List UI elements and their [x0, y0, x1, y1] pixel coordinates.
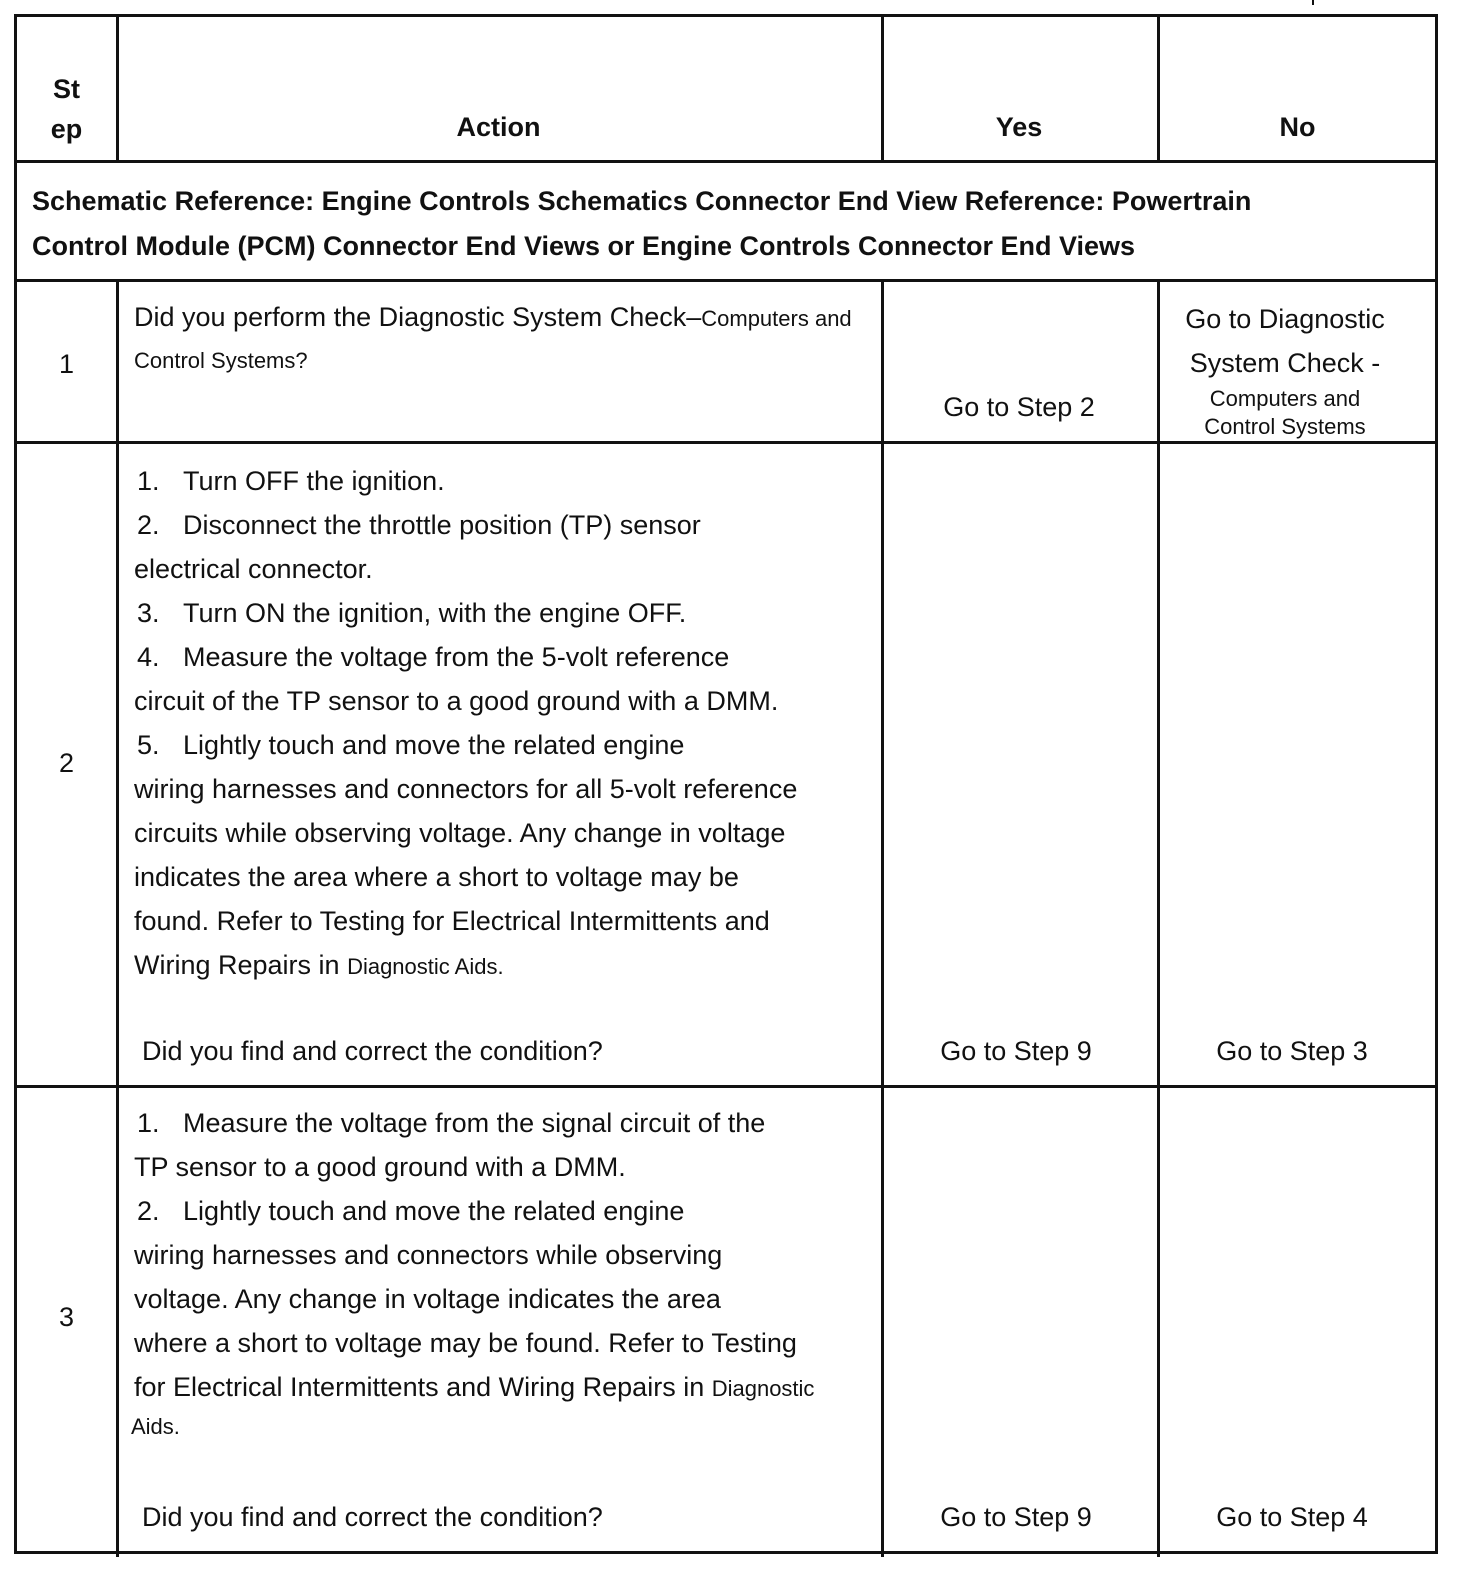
item-continuation: [134, 943, 879, 989]
action-punct: ?: [295, 348, 308, 373]
col-divider: [1157, 279, 1160, 1557]
list-item: [134, 635, 879, 679]
yes-link[interactable]: Go to Step 9: [940, 1502, 1092, 1532]
item-number: 4.: [137, 642, 160, 672]
header-rule: [17, 160, 1435, 163]
schematic-line: Control Module (PCM) Connector End Views or Engine Controls Connector End Views: [32, 231, 1136, 261]
item-text: Lightly touch and move the related engine: [183, 1196, 685, 1226]
item-continuation: found. Refer to Testing for Electrical Intermittents and: [134, 906, 770, 936]
header-step-line: St: [53, 74, 80, 104]
row1-rule: [17, 441, 1435, 444]
item-number: 1.: [137, 466, 160, 496]
schematic-reference: [32, 179, 1422, 269]
no-line: System Check -: [1189, 348, 1381, 378]
item-continuation: wiring harnesses and connectors while observing: [134, 1240, 723, 1270]
action-ref: Diagnostic Aids: [347, 954, 498, 979]
item-text: Disconnect the throttle position (TP) sensor: [183, 510, 701, 540]
action-text: [134, 297, 879, 381]
action-ref: Diagnostic: [711, 1376, 815, 1401]
step-number: 1: [58, 349, 75, 379]
item-continuation: wiring harnesses and connectors for all 5-volt reference: [134, 774, 798, 804]
yes-link[interactable]: Go to Step 2: [943, 392, 1095, 422]
action-ref: Computers and: [701, 306, 852, 331]
item-text: Turn ON the ignition, with the engine OFF.: [183, 598, 687, 628]
action-line: Did you perform the Diagnostic System Check–: [134, 302, 702, 332]
item-text: Lightly touch and move the related engine: [183, 730, 685, 760]
step-number: 3: [58, 1302, 75, 1332]
item-text: Wiring Repairs in: [134, 950, 348, 980]
action-punct: .: [497, 954, 504, 979]
action-ref: Control Systems: [134, 348, 296, 373]
action-text: [134, 459, 879, 989]
no-link[interactable]: Go to Step 4: [1216, 1502, 1368, 1532]
step-number: 2: [58, 748, 75, 778]
question-text: Did you find and correct the condition?: [142, 1036, 603, 1066]
row3-rule: [17, 1551, 1435, 1554]
action-punct: .: [173, 1414, 180, 1439]
schematic-line: Schematic Reference: Engine Controls Schematics Connector End View Reference: Powertrain: [32, 186, 1252, 216]
item-number: 2.: [137, 1196, 160, 1226]
action-ref: Aids: [131, 1414, 174, 1439]
list-item: [134, 591, 879, 635]
item-number: 2.: [137, 510, 160, 540]
item-continuation: voltage. Any change in voltage indicates the area: [134, 1284, 721, 1314]
action-text: [131, 1101, 879, 1441]
item-continuation: circuits while observing voltage. Any change in voltage: [134, 818, 786, 848]
page-edge-mark: [1312, 0, 1314, 5]
list-item: [134, 459, 879, 503]
item-continuation: indicates the area where a short to voltage may be: [134, 862, 739, 892]
item-continuation: circuit of the TP sensor to a good ground with a DMM.: [134, 686, 779, 716]
item-continuation: [134, 1365, 879, 1411]
no-line: Control Systems: [1204, 414, 1366, 439]
item-number: 1.: [137, 1108, 160, 1138]
question-text: Did you find and correct the condition?: [142, 1502, 603, 1532]
yes-link[interactable]: Go to Step 9: [940, 1036, 1092, 1066]
item-text: Measure the voltage from the 5-volt reference: [183, 642, 730, 672]
no-line: Computers and: [1209, 386, 1361, 411]
list-item: [134, 723, 879, 767]
no-link[interactable]: [1157, 297, 1413, 441]
item-continuation: [131, 1411, 879, 1441]
diagnostic-table: [14, 14, 1438, 1554]
item-continuation: electrical connector.: [134, 554, 373, 584]
no-line: Go to Diagnostic: [1185, 304, 1385, 334]
list-item: [134, 1189, 879, 1233]
header-yes: Yes: [995, 112, 1043, 142]
list-item: [134, 1101, 879, 1145]
no-link[interactable]: Go to Step 3: [1216, 1036, 1368, 1066]
col-divider: [881, 279, 884, 1557]
row2-rule: [17, 1085, 1435, 1088]
item-continuation: TP sensor to a good ground with a DMM.: [134, 1152, 626, 1182]
item-text: Turn OFF the ignition.: [183, 466, 445, 496]
item-text: Measure the voltage from the signal circuit of the: [183, 1108, 766, 1138]
header-action: Action: [456, 112, 541, 142]
item-number: 5.: [137, 730, 160, 760]
item-continuation: where a short to voltage may be found. Refer to Testing: [134, 1328, 797, 1358]
item-number: 3.: [137, 598, 160, 628]
header-step-line: ep: [50, 114, 83, 144]
item-text: for Electrical Intermittents and Wiring Repairs in: [134, 1372, 712, 1402]
schematic-rule: [17, 279, 1435, 282]
col-divider: [116, 279, 119, 1557]
header-no: No: [1279, 112, 1316, 142]
list-item: [134, 503, 879, 547]
header-step: [17, 69, 116, 149]
